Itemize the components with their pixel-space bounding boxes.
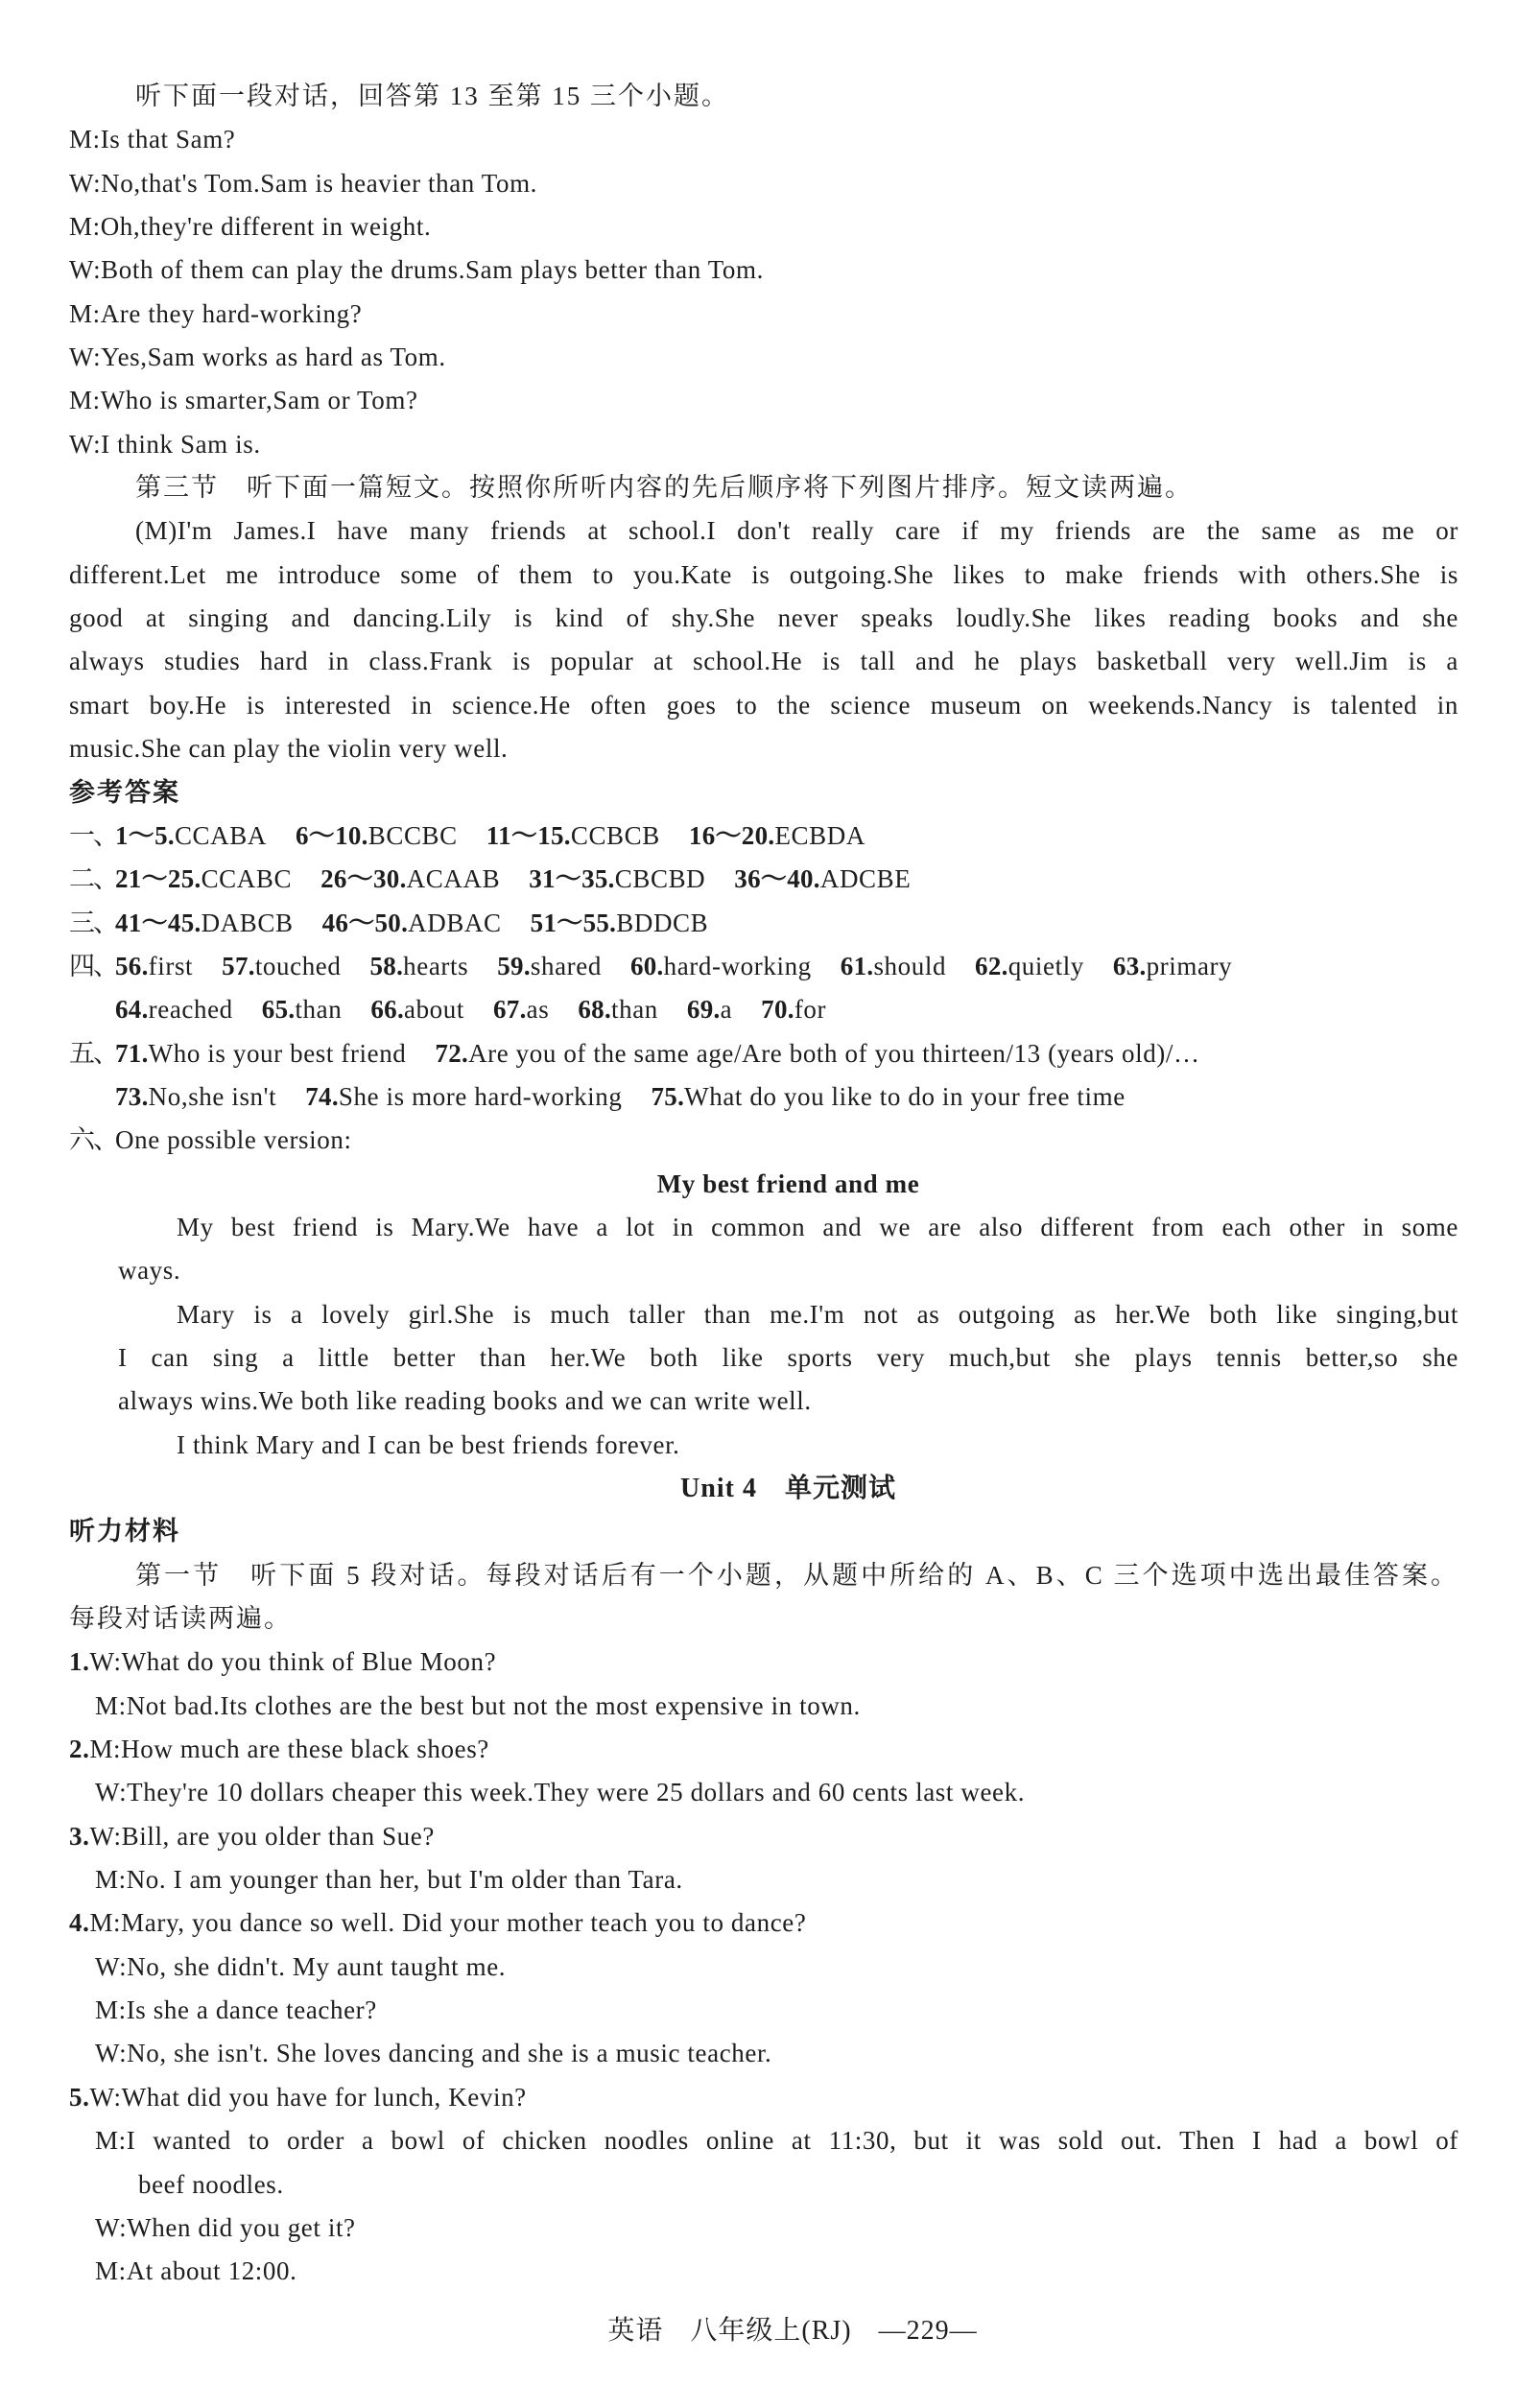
dialogue-number: 3.: [69, 1821, 90, 1851]
listening-material-label: 听力材料: [69, 1517, 180, 1546]
question-range: 11～15.: [486, 820, 571, 850]
answer-text: reached: [148, 995, 233, 1025]
answer-text: She is more hard-working: [338, 1081, 623, 1111]
answer-item: [369, 945, 468, 988]
question-number: 57.: [222, 951, 255, 980]
question-number: 69.: [686, 995, 721, 1025]
essay-line: My best friend is Mary.We have a lot in common and we are also different from each other in some: [177, 1212, 1458, 1241]
footer-grade: 八年级上(RJ): [690, 2316, 852, 2346]
part-label: 五、: [69, 1038, 117, 1068]
dialogue-3-line: [69, 1815, 1458, 1858]
unit-4-heading-wrap: [69, 1467, 1458, 1510]
answer-row-part-1: [69, 814, 1458, 858]
answer-item: [841, 945, 946, 988]
essay-line: I think Mary and I can be best friends forever.: [177, 1429, 680, 1459]
answer-row-part-3: [69, 902, 1458, 945]
answer-row-part-2: [69, 858, 1458, 901]
answers-title: 参考答案: [69, 777, 180, 807]
answer-item: [115, 988, 233, 1031]
answer-text: CCBCB: [570, 820, 660, 850]
question-range: 1～5.: [115, 820, 175, 850]
question-number: 59.: [497, 951, 531, 980]
page-footer: [537, 2309, 1048, 2352]
answer-text: shared: [530, 951, 602, 980]
dialogue-line: W:I think Sam is.: [69, 429, 261, 459]
dialogue-5-line: [69, 2076, 1458, 2119]
answer-row-part-4-continued: [69, 988, 1458, 1031]
passage-line: smart boy.He is interested in science.He often goes to the science museum on weekends.Nancy is talented in: [69, 690, 1458, 720]
question-number: 67.: [493, 995, 527, 1025]
part-label: 一、: [69, 820, 117, 850]
answer-item: [115, 902, 294, 945]
dialogue-5-line: beef noodles.: [138, 2169, 284, 2199]
answer-item: [320, 858, 500, 901]
answer-row-part-4: [69, 945, 1458, 988]
dialogue-3-line: M:No. I am younger than her, but I'm older than Tara.: [95, 1865, 683, 1895]
answer-item: [115, 1032, 406, 1075]
answer-item: [296, 814, 458, 858]
answer-item: [651, 1075, 1125, 1119]
answer-key-page: [69, 75, 1458, 2294]
answer-item: [115, 814, 267, 858]
answer-item: [687, 988, 732, 1031]
answer-row-part-5-continued: [69, 1075, 1458, 1119]
dialogue-1-line: M:Not bad.Its clothes are the best but not the most expensive in town.: [95, 1690, 861, 1720]
question-number: 65.: [261, 995, 296, 1025]
answer-item: [529, 858, 705, 901]
answer-item: [578, 988, 658, 1031]
answer-item: [115, 1075, 276, 1119]
answer-item: [493, 988, 549, 1031]
section-1-intro-continued: 每段对话读两遍。: [69, 1604, 292, 1634]
section-3-intro: 第三节 听下面一篇短文。按照你所听内容的先后顺序将下列图片排序。短文读两遍。: [135, 473, 1193, 503]
essay-title: My best friend and me: [656, 1169, 920, 1198]
question-number: 73.: [115, 1081, 149, 1111]
answer-row-part-5: [69, 1032, 1458, 1075]
essay-line: ways.: [118, 1256, 181, 1286]
answer-text: for: [794, 995, 827, 1025]
section-1-intro: 第一节 听下面 5 段对话。每段对话后有一个小题，从题中所给的 A、B、C 三个选项中选出最佳答案。: [135, 1560, 1458, 1590]
dialogue-text: W:Bill, are you older than Sue?: [89, 1821, 435, 1851]
answer-text: touched: [254, 951, 342, 980]
answer-text: ACAAB: [406, 864, 501, 894]
question-number: 56.: [115, 951, 149, 980]
answer-text: One possible version:: [115, 1125, 352, 1155]
dialogue-line: M:Are they hard-working?: [69, 298, 363, 328]
question-range: 21～25.: [115, 864, 201, 894]
passage-line: always studies hard in class.Frank is popular at school.He is tall and he plays basketball very well.Jim is a: [69, 647, 1458, 676]
dialogue-4-line: W:No, she didn't. My aunt taught me.: [95, 1951, 507, 1981]
question-range: 46～50.: [321, 908, 409, 937]
part-label: 三、: [69, 908, 117, 937]
answer-text: ADBAC: [408, 908, 502, 937]
dialogue-number: 1.: [69, 1647, 90, 1677]
answer-text: ADCBE: [819, 864, 912, 894]
answer-text: No,she isn't: [148, 1081, 277, 1111]
answer-text: than: [611, 995, 658, 1025]
question-range: 51～55.: [530, 908, 617, 937]
answer-text: BDDCB: [616, 908, 709, 937]
answer-text: BCCBC: [367, 820, 458, 850]
dialogue-1-line: [69, 1641, 1458, 1684]
answer-text: CCABA: [174, 820, 267, 850]
answer-text: Who is your best friend: [148, 1038, 407, 1068]
dialogue-text: M:How much are these black shoes?: [89, 1735, 489, 1764]
question-range: 26～30.: [320, 864, 407, 894]
question-range: 41～45.: [115, 908, 201, 937]
dialogue-number: 5.: [69, 2082, 90, 2112]
question-number: 68.: [578, 995, 612, 1025]
dialogue-4-line: [69, 1901, 1458, 1945]
essay-line: always wins.We both like reading books and we can write well.: [118, 1386, 812, 1416]
unit-4-title: Unit 4 单元测试: [680, 1474, 896, 1503]
dialogue-line: W:Both of them can play the drums.Sam plays better than Tom.: [69, 255, 764, 285]
question-range: 16～20.: [688, 820, 775, 850]
dialogue-text: W:What did you have for lunch, Kevin?: [89, 2082, 527, 2112]
answer-item: [761, 988, 826, 1031]
answer-item: [531, 902, 709, 945]
question-number: 75.: [651, 1081, 685, 1111]
answer-item: [975, 945, 1084, 988]
listening-13-15-intro: 听下面一段对话，回答第 13 至第 15 三个小题。: [135, 82, 729, 110]
dialogue-4-line: W:No, she isn't. She loves dancing and she is a music teacher.: [95, 2039, 772, 2068]
dialogue-4-line: M:Is she a dance teacher?: [95, 1995, 377, 2025]
question-number: 62.: [975, 951, 1008, 980]
dialogue-5-line: M:I wanted to order a bowl of chicken noodles online at 11:30, but it was sold out. Then I had a bowl of: [95, 2126, 1458, 2156]
answer-item: [486, 814, 660, 858]
answer-text: What do you like to do in your free time: [684, 1081, 1126, 1111]
question-number: 66.: [370, 995, 404, 1025]
answer-text: quietly: [1007, 951, 1084, 980]
dialogue-5-line: W:When did you get it?: [95, 2212, 356, 2242]
answer-text: hearts: [403, 951, 469, 980]
question-number: 72.: [435, 1038, 469, 1068]
answer-item: [370, 988, 464, 1031]
answer-text: as: [526, 995, 550, 1025]
answer-item: [115, 858, 292, 901]
answer-text: Are you of the same age/Are both of you thirteen/13 (years old)/…: [468, 1038, 1200, 1068]
passage-line: different.Let me introduce some of them to you.Kate is outgoing.She likes to make friends with others.She is: [69, 559, 1458, 589]
answer-text: CCABC: [201, 864, 293, 894]
answer-item: [305, 1075, 622, 1119]
dialogue-line: W:Yes,Sam works as hard as Tom.: [69, 342, 446, 372]
question-range: 31～35.: [529, 864, 615, 894]
question-range: 36～40.: [734, 864, 820, 894]
answer-item: [262, 988, 343, 1031]
dialogue-text: W:What do you think of Blue Moon?: [89, 1647, 497, 1677]
part-label: 四、: [69, 951, 117, 980]
dialogue-number: 4.: [69, 1908, 90, 1938]
answer-item: [322, 902, 502, 945]
dialogue-line: M:Is that Sam?: [69, 125, 236, 154]
answer-item: [630, 945, 812, 988]
answer-text: should: [873, 951, 947, 980]
dialogue-number: 2.: [69, 1735, 90, 1764]
part-label: 六、: [69, 1125, 117, 1155]
answer-text: than: [295, 995, 343, 1025]
answer-item: [435, 1032, 1199, 1075]
page-number: —229—: [878, 2316, 978, 2346]
dialogue-line: M:Who is smarter,Sam or Tom?: [69, 386, 418, 415]
passage-line: music.She can play the violin very well.: [69, 734, 509, 764]
answer-item: [115, 945, 193, 988]
passage-line: (M)I'm James.I have many friends at school.I don't really care if my friends are the same as me or: [135, 516, 1458, 546]
footer-subject: 英语: [607, 2316, 664, 2346]
answer-text: CBCBD: [614, 864, 706, 894]
answer-item: [1113, 945, 1232, 988]
answer-item: [497, 945, 602, 988]
answer-item: [689, 814, 865, 858]
answer-text: primary: [1146, 951, 1233, 980]
passage-line: good at singing and dancing.Lily is kind of shy.She never speaks loudly.She likes reading books and she: [69, 603, 1458, 633]
answer-item: [734, 858, 911, 901]
question-number: 71.: [115, 1038, 149, 1068]
answer-text: hard-working: [663, 951, 812, 980]
answer-text: first: [148, 951, 194, 980]
dialogue-line: M:Oh,they're different in weight.: [69, 212, 432, 242]
answer-row-part-6: [69, 1119, 1458, 1162]
dialogue-text: M:Mary, you dance so well. Did your mother teach you to dance?: [89, 1908, 807, 1938]
answer-text: DABCB: [201, 908, 294, 937]
question-number: 61.: [840, 951, 874, 980]
sample-essay: [69, 1163, 1458, 1467]
part-label: 二、: [69, 864, 117, 894]
question-number: 63.: [1112, 951, 1147, 980]
question-number: 74.: [305, 1081, 339, 1111]
question-number: 58.: [369, 951, 404, 980]
essay-line: Mary is a lovely girl.She is much taller than me.I'm not as outgoing as her.We both like singing,but: [177, 1299, 1458, 1329]
answer-text: about: [404, 995, 464, 1025]
question-number: 70.: [761, 995, 794, 1025]
answer-text: ECBDA: [774, 820, 865, 850]
dialogue-line: W:No,that's Tom.Sam is heavier than Tom.: [69, 168, 538, 198]
question-number: 60.: [629, 951, 664, 980]
answer-text: a: [720, 995, 733, 1025]
answer-item: [222, 945, 341, 988]
dialogue-2-line: [69, 1728, 1458, 1771]
question-range: 6～10.: [295, 820, 368, 850]
question-number: 64.: [115, 995, 149, 1025]
essay-line: I can sing a little better than her.We both like sports very much,but she plays tennis better,so she: [118, 1342, 1458, 1372]
dialogue-5-line: M:At about 12:00.: [95, 2256, 297, 2286]
dialogue-2-line: W:They're 10 dollars cheaper this week.They were 25 dollars and 60 cents last week.: [95, 1778, 1026, 1807]
